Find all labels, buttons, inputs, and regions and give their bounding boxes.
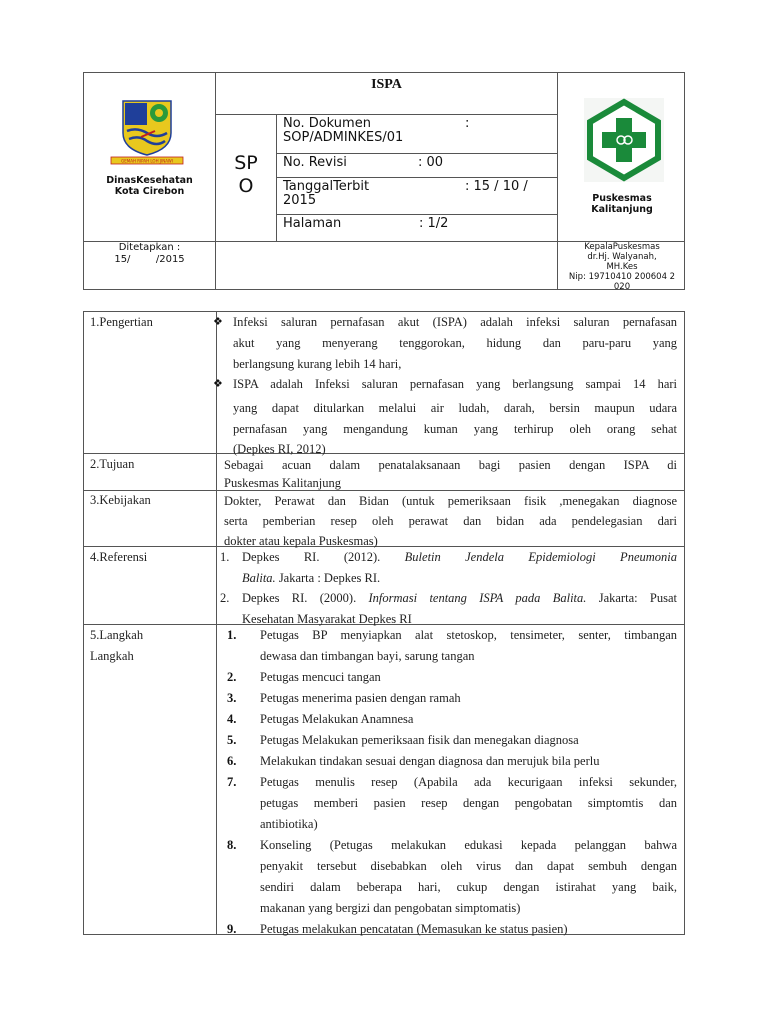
left-organization-name: DinasKesehatan Kota Cirebon [106, 175, 193, 197]
doc-number-label: No. Dokumen [283, 116, 371, 131]
issue-date-label: TanggalTerbit [283, 179, 370, 194]
issue-date-value: : 15 / 10 / [465, 179, 528, 194]
pengertian-text-line: akut yang menyerang tenggorokan, hidung dan paru-paru yang [233, 336, 677, 350]
kebijakan-text-line: Dokter, Perawat dan Bidan (untuk pemeriksaan fisik ,menegakan diagnose [224, 494, 677, 508]
step-text-line: Petugas melakukan pencatatan (Memasukan ke status pasien) [260, 922, 568, 936]
reference-1-line: Depkes RI. (2012). Buletin Jendela Epidemiologi Pneumonia [242, 550, 677, 564]
pengertian-text-line: yang dapat ditularkan melalui air ludah, darah, bersin maupun udara [233, 401, 677, 415]
pengertian-text-line: ISPA adalah Infeksi saluran pernafasan yang berlangsung sampai 14 hari [233, 377, 677, 391]
crest-motto: GEMAH RIPAH LOH JINAWI [121, 158, 173, 164]
header-divider [276, 177, 557, 178]
diamond-bullet-icon: ❖ [213, 316, 223, 328]
step-number: 8. [227, 838, 237, 852]
revision-label: No. Revisi [283, 155, 347, 170]
step-text-line: makanan yang bergizi dan pengobatan simptomatis) [260, 901, 521, 915]
issue-date-year: 2015 [283, 193, 317, 208]
step-number: 9. [227, 922, 237, 936]
reference-2-line: Depkes RI. (2000). Informasi tentang ISPA pada Balita. Jakarta: Pusat [242, 591, 677, 605]
step-text-line: sendiri dalam beberapa hari, cukup dengan istirahat yang baik, [260, 880, 677, 894]
step-text-line: Konseling (Petugas melakukan edukasi kepada pelanggan bahwa [260, 838, 677, 852]
right-organization-name: Puskesmas Kalitanjung [591, 193, 653, 215]
kebijakan-text-line: dokter atau kepala Puskesmas) [224, 534, 378, 548]
step-number: 2. [227, 670, 237, 684]
step-text-line: Melakukan tindakan sesuai dengan diagnosa dan merujuk bila perlu [260, 754, 600, 768]
row-label-pengertian: 1.Pengertian [90, 315, 153, 329]
reference-1-line: Balita. Jakarta : Depkes RI. [242, 571, 381, 585]
city-crest-logo [105, 97, 189, 167]
approval-date: Ditetapkan : 15/ /2015 [114, 242, 185, 265]
step-number: 5. [227, 733, 237, 747]
page-value: : 1/2 [419, 216, 449, 231]
column-divider [216, 312, 217, 934]
step-number: 3. [227, 691, 237, 705]
sop-content-table [83, 311, 685, 935]
row-label-kebijakan: 3.Kebijakan [90, 493, 151, 507]
sop-header-table [83, 72, 685, 290]
doc-number-value: SOP/ADMINKES/01 [283, 130, 404, 145]
step-text-line: penyakit tersebut disebabkan oleh virus dan dapat sembuh dengan [260, 859, 677, 873]
row-divider [84, 453, 684, 454]
left-logo-cell [84, 73, 215, 241]
document-title: ISPA [371, 77, 402, 92]
doc-number-row [283, 117, 555, 149]
step-text-line: Petugas menulis resep (Apabila ada kecurigaan infeksi sekunder, [260, 775, 677, 789]
step-number: 6. [227, 754, 237, 768]
tujuan-text-line: Sebagai acuan dalam penatalaksanaan bagi pasien dengan ISPA di [224, 458, 677, 472]
step-text-line: Petugas menerima pasien dengan ramah [260, 691, 461, 705]
header-divider [276, 214, 557, 215]
page-label: Halaman [283, 216, 342, 231]
header-divider [215, 114, 557, 115]
doc-number-colon: : [465, 116, 470, 131]
reference-number: 2. [220, 591, 230, 605]
revision-value: : 00 [418, 155, 444, 170]
reference-2-line: Kesehatan Masyarakat Depkes RI [242, 612, 412, 626]
tujuan-text-line: Puskesmas Kalitanjung [224, 476, 342, 490]
diamond-bullet-icon: ❖ [213, 378, 223, 390]
step-text-line: Petugas BP menyiapkan alat stetoskop, tensimeter, senter, timbangan [260, 628, 677, 642]
row-label-referensi: 4.Referensi [90, 550, 148, 564]
reference-number: 1. [220, 550, 230, 564]
step-number: 7. [227, 775, 237, 789]
step-text-line: Petugas Melakukan Anamnesa [260, 712, 414, 726]
signer-block: KepalaPuskesmas dr.Hj. Walyanah, MH.Kes Nip: 19710410 200604 2 020 [568, 242, 676, 292]
step-text-line: Petugas mencuci tangan [260, 670, 381, 684]
row-label-tujuan: 2.Tujuan [90, 457, 135, 471]
step-text-line: antibiotika) [260, 817, 318, 831]
spo-label: SP O [234, 152, 258, 197]
pengertian-text-line: Infeksi saluran pernafasan akut (ISPA) adalah infeksi saluran pernafasan [233, 315, 677, 329]
kebijakan-text-line: serta pemberian resep oleh perawat dan bidan ada pendelegasian dari [224, 514, 677, 528]
pengertian-text-line: (Depkes RI, 2012) [233, 442, 326, 456]
puskesmas-logo [584, 98, 664, 182]
step-text-line: Petugas Melakukan pemeriksaan fisik dan menegakan diagnosa [260, 733, 579, 747]
step-number: 4. [227, 712, 237, 726]
row-label-langkah: 5.Langkah Langkah [90, 628, 144, 663]
header-divider [276, 153, 557, 154]
step-text-line: dewasa dan timbangan bayi, sarung tangan [260, 649, 475, 663]
pengertian-text-line: berlangsung kurang lebih 14 hari, [233, 357, 402, 371]
step-text-line: petugas memberi pasien resep dengan pengobatan simptomtis dan [260, 796, 677, 810]
step-number: 1. [227, 628, 237, 642]
pengertian-text-line: pernafasan yang mengandung kuman yang terhirup oleh orang sehat [233, 422, 677, 436]
